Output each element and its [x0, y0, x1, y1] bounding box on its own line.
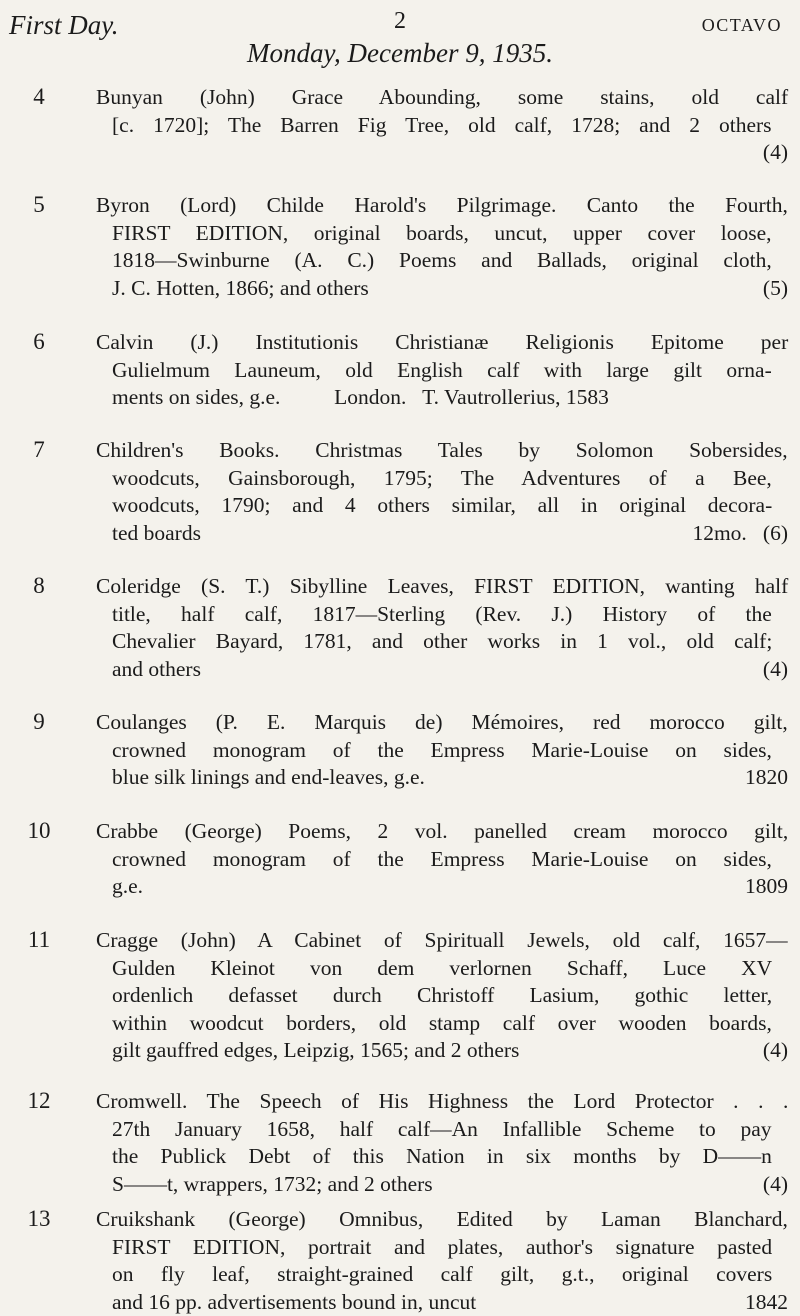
lot-quantity: (5) [763, 275, 788, 303]
lot-tail-text: ments on sides, g.e. London. T. Vautrollerius, 1583 [112, 384, 609, 412]
lot-line: within woodcut borders, old stamp calf over wooden boards, [96, 1010, 788, 1038]
lot-line: ordenlich defasset durch Christoff Lasium, gothic letter, [96, 982, 788, 1010]
lot-description [96, 437, 788, 547]
lot-tail-text: and others [112, 656, 201, 684]
lot-description [96, 927, 788, 1065]
lot-number: 12 [4, 1088, 74, 1114]
lot-tail-text: g.e. [112, 873, 143, 901]
page-number: 2 [0, 8, 800, 35]
page-header [0, 10, 800, 40]
lot-tail [96, 656, 788, 684]
lot-description [96, 709, 788, 792]
lot-tail-text: and 16 pp. advertisements bound in, uncut [112, 1289, 476, 1316]
lot-tail [96, 275, 788, 303]
lot-line: 1818—Swinburne (A. C.) Poems and Ballads, original cloth, [96, 247, 788, 275]
lot-number: 4 [4, 84, 74, 110]
lot-description [96, 1206, 788, 1316]
lot-number: 6 [4, 329, 74, 355]
day-heading: First Day. [9, 10, 119, 41]
lot-quantity: 1809 [745, 873, 788, 901]
lot-line: Crabbe (George) Poems, 2 vol. panelled cream morocco gilt, [96, 818, 788, 846]
lot-quantity: 12mo. (6) [692, 520, 788, 548]
lot-tail [96, 1289, 788, 1316]
lot-tail-text: gilt gauffred edges, Leipzig, 1565; and 2 others [112, 1037, 519, 1065]
lot-tail [96, 873, 788, 901]
lot-number: 13 [4, 1206, 74, 1232]
lot-quantity: 1842 [745, 1289, 788, 1316]
lot-tail [96, 1171, 788, 1199]
lot-description [96, 84, 788, 167]
lot-line: woodcuts, Gainsborough, 1795; The Adventures of a Bee, [96, 465, 788, 493]
lot-description [96, 192, 788, 302]
lot-description [96, 329, 788, 412]
lot-description [96, 1088, 788, 1198]
lot-number: 5 [4, 192, 74, 218]
lot-tail-text: J. C. Hotten, 1866; and others [112, 275, 369, 303]
lot-tail [96, 1037, 788, 1065]
lot-number: 11 [4, 927, 74, 953]
lot-quantity: (4) [763, 139, 788, 167]
lot-line: Cruikshank (George) Omnibus, Edited by Laman Blanchard, [96, 1206, 788, 1234]
lot-line: Cragge (John) A Cabinet of Spirituall Jewels, old calf, 1657— [96, 927, 788, 955]
lot-line: Bunyan (John) Grace Abounding, some stains, old calf [96, 84, 788, 112]
lot-tail [96, 764, 788, 792]
lot-line: crowned monogram of the Empress Marie-Louise on sides, [96, 737, 788, 765]
lot-number: 7 [4, 437, 74, 463]
lot-line: the Publick Debt of this Nation in six months by D——n [96, 1143, 788, 1171]
lot-line: woodcuts, 1790; and 4 others similar, all in original decora- [96, 492, 788, 520]
lot-line: Chevalier Bayard, 1781, and other works in 1 vol., old calf; [96, 628, 788, 656]
lot-number: 9 [4, 709, 74, 735]
lot-quantity: (4) [763, 1171, 788, 1199]
lot-tail [96, 520, 788, 548]
lot-line: Coleridge (S. T.) Sibylline Leaves, FIRST EDITION, wanting half [96, 573, 788, 601]
lot-quantity: (4) [763, 1037, 788, 1065]
lot-line: Gulielmum Launeum, old English calf with large gilt orna- [96, 357, 788, 385]
lot-description [96, 818, 788, 901]
lot-tail [96, 384, 788, 412]
lot-line: FIRST EDITION, original boards, uncut, upper cover loose, [96, 220, 788, 248]
lot-description [96, 573, 788, 683]
lot-tail [96, 139, 788, 167]
lot-line: Calvin (J.) Institutionis Christianæ Religionis Epitome per [96, 329, 788, 357]
lot-line: on fly leaf, straight-grained calf gilt, g.t., original covers [96, 1261, 788, 1289]
lot-line: [c. 1720]; The Barren Fig Tree, old calf, 1728; and 2 others [96, 112, 788, 140]
format-heading: OCTAVO [702, 15, 782, 36]
lot-quantity: 1820 [745, 764, 788, 792]
lot-line: Byron (Lord) Childe Harold's Pilgrimage. Canto the Fourth, [96, 192, 788, 220]
lot-line: 27th January 1658, half calf—An Infallible Scheme to pay [96, 1116, 788, 1144]
lot-line: Gulden Kleinot von dem verlornen Schaff, Luce XV [96, 955, 788, 983]
lot-line: crowned monogram of the Empress Marie-Louise on sides, [96, 846, 788, 874]
lot-tail-text: ted boards [112, 520, 201, 548]
lot-tail-text: S——t, wrappers, 1732; and 2 others [112, 1171, 433, 1199]
lot-quantity: (4) [763, 656, 788, 684]
lot-number: 8 [4, 573, 74, 599]
lot-line: Coulanges (P. E. Marquis de) Mémoires, red morocco gilt, [96, 709, 788, 737]
sale-date: Monday, December 9, 1935. [0, 38, 800, 69]
lot-line: title, half calf, 1817—Sterling (Rev. J.) History of the [96, 601, 788, 629]
lot-tail-text: blue silk linings and end-leaves, g.e. [112, 764, 425, 792]
lot-line: Children's Books. Christmas Tales by Solomon Sobersides, [96, 437, 788, 465]
lot-line: FIRST EDITION, portrait and plates, author's signature pasted [96, 1234, 788, 1262]
lot-line: Cromwell. The Speech of His Highness the Lord Protector . . . [96, 1088, 788, 1116]
lot-number: 10 [4, 818, 74, 844]
